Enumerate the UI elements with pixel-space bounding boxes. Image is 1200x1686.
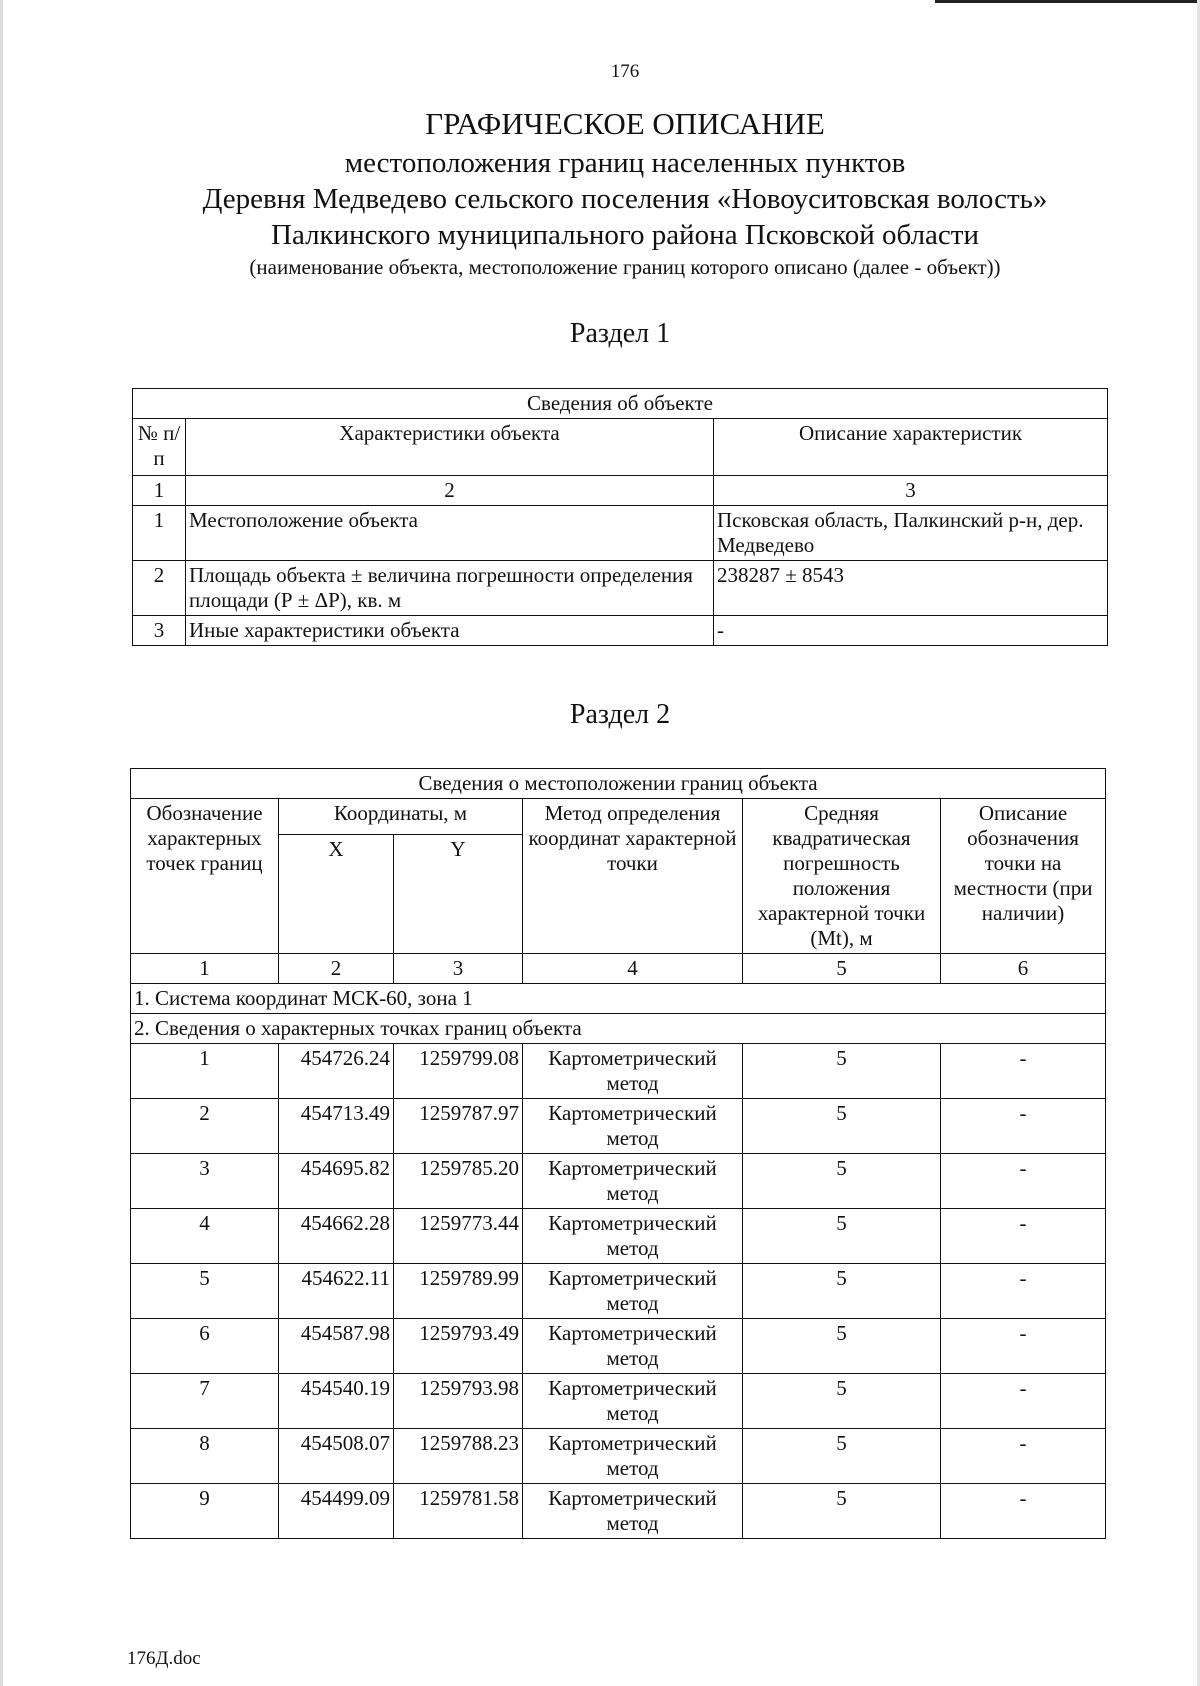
document-subtitle-line-1: местоположения границ населенных пунктов [344,147,906,179]
method-cell: Картометрический метод [523,1429,743,1484]
header-point-designation: Обозначение характерных точек границ [131,799,279,954]
description-cell: - [714,616,1108,646]
table-header-row [131,799,1106,835]
object-info-table-title: Сведения об объекте [133,389,1108,419]
header-point-description: Описание обозначения точки на местности (при наличии) [941,799,1106,954]
boundary-points-table [130,768,1106,1539]
x-coordinate-cell: 454662.28 [279,1209,394,1264]
page-edge-left [0,0,3,1686]
method-cell: Картометрический метод [523,1154,743,1209]
y-coordinate-cell: 1259785.20 [394,1154,523,1209]
document-subtitle-line-2: Деревня Медведево сельского поселения «Новоуситовская волость» [202,183,1048,215]
point-number-cell: 2 [131,1099,279,1154]
table-row [133,506,1108,561]
header-description: Описание характеристик [714,419,1108,476]
point-description-cell: - [941,1429,1106,1484]
x-coordinate-cell: 454695.82 [279,1154,394,1209]
table-row [131,1429,1106,1484]
header-mean-error: Средняя квадратическая погрешность положения характерной точки (Mt), м [743,799,941,954]
method-cell: Картометрический метод [523,1484,743,1539]
mean-error-cell: 5 [743,1044,941,1099]
table-row [131,1044,1106,1099]
mean-error-cell: 5 [743,1484,941,1539]
point-description-cell: - [941,1319,1106,1374]
column-number: 3 [714,476,1108,506]
method-cell: Картометрический метод [523,1209,743,1264]
row-number: 3 [133,616,186,646]
point-number-cell: 3 [131,1154,279,1209]
points-info-row: 2. Сведения о характерных точках границ объекта [131,1014,1106,1044]
y-coordinate-cell: 1259799.08 [394,1044,523,1099]
mean-error-cell: 5 [743,1319,941,1374]
mean-error-cell: 5 [743,1429,941,1484]
x-coordinate-cell: 454622.11 [279,1264,394,1319]
point-description-cell: - [941,1154,1106,1209]
coordinate-system-row: 1. Система координат МСК-60, зона 1 [131,984,1106,1014]
header-characteristics: Характеристики объекта [186,419,714,476]
row-number: 1 [133,506,186,561]
point-description-cell: - [941,1484,1106,1539]
document-caption: (наименование объекта, местоположение границ которого описано (далее - объект)) [249,255,1001,279]
point-number-cell: 5 [131,1264,279,1319]
header-coordinates: Координаты, м [279,799,523,835]
column-number: 1 [133,476,186,506]
characteristic-cell: Иные характеристики объекта [186,616,714,646]
y-coordinate-cell: 1259781.58 [394,1484,523,1539]
document-title: ГРАФИЧЕСКОЕ ОПИСАНИЕ [425,106,825,141]
point-description-cell: - [941,1044,1106,1099]
y-coordinate-cell: 1259788.23 [394,1429,523,1484]
method-cell: Картометрический метод [523,1264,743,1319]
table-row [131,1014,1106,1044]
point-description-cell: - [941,1264,1106,1319]
table-row [131,984,1106,1014]
point-number-cell: 6 [131,1319,279,1374]
mean-error-cell: 5 [743,1374,941,1429]
header-x: X [279,835,394,954]
column-number: 3 [394,954,523,984]
document-subtitle-line-3: Палкинского муниципального района Псковской области [271,219,979,251]
table-row [131,1099,1106,1154]
table-row [131,1374,1106,1429]
column-number: 2 [279,954,394,984]
table-row [131,1154,1106,1209]
header-number: № п/п [133,419,186,476]
section-2-title: Раздел 2 [569,699,671,730]
file-name-footer: 176Д.doc [127,1648,201,1669]
table-row [131,1484,1106,1539]
x-coordinate-cell: 454726.24 [279,1044,394,1099]
column-number: 1 [131,954,279,984]
y-coordinate-cell: 1259773.44 [394,1209,523,1264]
method-cell: Картометрический метод [523,1374,743,1429]
point-description-cell: - [941,1374,1106,1429]
table-column-numbers-row [131,954,1106,984]
method-cell: Картометрический метод [523,1319,743,1374]
y-coordinate-cell: 1259787.97 [394,1099,523,1154]
table-column-numbers-row [133,476,1108,506]
mean-error-cell: 5 [743,1099,941,1154]
table-row [131,1209,1106,1264]
mean-error-cell: 5 [743,1154,941,1209]
description-cell: Псковская область, Палкинский р-н, дер. Медведево [714,506,1108,561]
method-cell: Картометрический метод [523,1044,743,1099]
header-y: Y [394,835,523,954]
table-row [131,1264,1106,1319]
column-number: 2 [186,476,714,506]
point-number-cell: 1 [131,1044,279,1099]
point-description-cell: - [941,1099,1106,1154]
point-number-cell: 7 [131,1374,279,1429]
table-title-row [131,769,1106,799]
characteristic-cell: Местоположение объекта [186,506,714,561]
x-coordinate-cell: 454587.98 [279,1319,394,1374]
table-title-row [133,389,1108,419]
page-edge-top [935,0,1200,3]
boundary-table-title: Сведения о местоположении границ объекта [131,769,1106,799]
x-coordinate-cell: 454508.07 [279,1429,394,1484]
point-number-cell: 8 [131,1429,279,1484]
table-row [133,616,1108,646]
y-coordinate-cell: 1259793.49 [394,1319,523,1374]
point-number-cell: 4 [131,1209,279,1264]
table-row [131,1319,1106,1374]
y-coordinate-cell: 1259789.99 [394,1264,523,1319]
row-number: 2 [133,561,186,616]
section-1-title: Раздел 1 [569,318,671,349]
y-coordinate-cell: 1259793.98 [394,1374,523,1429]
characteristic-cell: Площадь объекта ± величина погрешности определения площади (Р ± ΔР), кв. м [186,561,714,616]
description-cell: 238287 ± 8543 [714,561,1108,616]
object-info-table [132,388,1108,646]
x-coordinate-cell: 454540.19 [279,1374,394,1429]
table-row [133,561,1108,616]
column-number: 5 [743,954,941,984]
table-header-row [133,419,1108,476]
mean-error-cell: 5 [743,1264,941,1319]
x-coordinate-cell: 454713.49 [279,1099,394,1154]
column-number: 6 [941,954,1106,984]
page-number: 176 [610,61,640,82]
point-description-cell: - [941,1209,1106,1264]
header-method: Метод определения координат характерной точки [523,799,743,954]
point-number-cell: 9 [131,1484,279,1539]
x-coordinate-cell: 454499.09 [279,1484,394,1539]
method-cell: Картометрический метод [523,1099,743,1154]
column-number: 4 [523,954,743,984]
mean-error-cell: 5 [743,1209,941,1264]
